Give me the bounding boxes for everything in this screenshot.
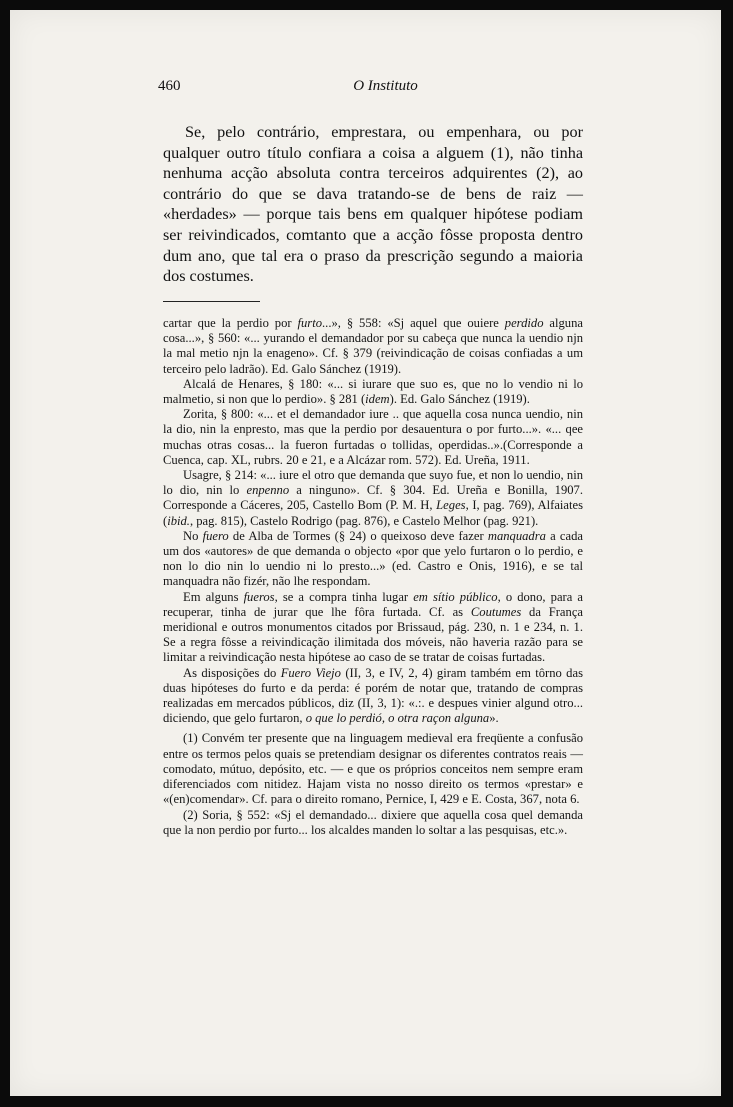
text-run: , I, pag. 769), Alfaiates (	[163, 498, 583, 528]
text-run: , se a compra tinha lugar	[274, 589, 414, 604]
text-run: No	[183, 528, 203, 543]
text-run: ».	[489, 711, 499, 726]
italic-run: enpenno	[246, 483, 290, 498]
footnote-rule	[163, 301, 260, 302]
main-paragraph: Se, pelo contrário, emprestara, ou empenhara, ou por qualquer outro título confiara a coisa a alguem (1), não tinha nenhuma acção absoluta contra terceiros adquirentes (2), ao contrário do que se dava tratando-se de bens de raiz — «herdades» — porque tais bens em qualquer hipótese podiam ser reivindicados, comtanto que a acção fôsse proposta dentro dum ano, que tal era o praso da prescrição segundo a maioria dos costumes.	[163, 123, 583, 286]
italic-run: perdido	[504, 316, 544, 330]
page-header	[10, 78, 721, 102]
italic-run: manquadra	[487, 528, 546, 543]
text-run: (II, 3, e IV, 2, 4) giram também em tôrno das duas hipóteses do furto e da perda: é porém de notar que, tratando de compras realizadas em mercados públicos, diz (II, 3, 1): «.:. e despues vinier algund otro... diciendo, que gelo furtaron,	[163, 665, 583, 726]
text-run: ). Ed. Galo Sánchez (1919).	[389, 392, 530, 407]
italic-run: idem	[365, 392, 390, 407]
footnote-1: (1) Convém ter presente que na linguagem medieval era freqüente a confusão entre os termos pelos quais se pretendiam designar os diferentes contratos reais — comodato, mútuo, depósito, etc. — e que os próprios conceitos nem sempre eram diferenciados com nitidez. Hajam vista no nosso direito os termos «prestar» e «(en)comendar». Cf. para o direito romano, Pernice, I, 429 e E. Costa, 367, nota 6.	[163, 731, 583, 807]
main-text	[163, 122, 583, 287]
italic-run: Leges	[436, 498, 466, 513]
note-usagre	[163, 468, 583, 529]
italic-run: Fuero Viejo	[280, 665, 341, 680]
text-run: , pag. 815), Castelo Rodrigo (pag. 876), e Castelo Melhor (pag. 921).	[189, 513, 539, 528]
note-fueros-mercados	[163, 590, 583, 666]
note-continuation-soria	[163, 316, 583, 377]
italic-run: o que lo perdió, o otra raçon alguna	[305, 711, 490, 726]
running-title: O Instituto	[353, 78, 418, 94]
page-number: 460	[158, 78, 181, 94]
note-fuero-viejo	[163, 666, 583, 727]
italic-run: furto	[297, 316, 323, 330]
italic-run: fuero	[202, 528, 229, 543]
scanned-page	[10, 10, 721, 1096]
text-run: ...», § 558: «Sj aquel que ouiere	[322, 316, 505, 330]
italic-run: fueros	[243, 589, 275, 604]
text-run: de Alba de Tormes (§ 24) o queixoso deve fazer	[228, 528, 488, 543]
note-alba-de-tormes	[163, 529, 583, 590]
text-run: Usagre, § 214: «... iure el otro que demanda que suyo fue, et non lo uendio, nin lo dio, nin lo	[163, 468, 583, 498]
note-alcala	[163, 377, 583, 407]
text-run: a cada um dos «autores» de que demanda o objecto «por que yelo furtaron o lo perdio, e non lo dio nin lo uendio ni lo presto...» (ed. Castro e Onis, 1916), e se tal manquadra não fizér, não lhe respondam.	[163, 528, 583, 589]
text-run: alguna cosa...», § 560: «... yurando el demandador por su cabeça que nunca la uendio njn la mal metio njn la enageno». Cf. § 379 (reivindicação de coisas confiadas a um terceiro pelo ladrão). Ed. Galo Sánchez (1919).	[163, 316, 583, 376]
text-run: cartar que la perdio por	[163, 316, 298, 330]
text-run: As disposições do	[183, 665, 281, 680]
italic-run: em sítio público	[413, 589, 498, 604]
text-run: da França meridional e outros monumentos citados por Brissaud, pág. 230, n. 1 e 234, n. 1. Se a regra fôsse a reivindicação ilimitada dos móveis, não haveria razão para se limitar a reivindicação nesta hipótese ao caso de se tratar de coisas furtadas.	[163, 604, 583, 665]
footnotes	[163, 316, 583, 838]
italic-run: ibid.	[167, 513, 190, 528]
footnote-2: (2) Soria, § 552: «Sj el demandado... dixiere que aquella cosa quel demanda que la non perdio por furto... los alcaldes manden lo soltar a las pesquisas, etc.».	[163, 807, 583, 837]
text-run: Em alguns	[183, 589, 244, 604]
note-zorita: Zorita, § 800: «... et el demandador iure .. que aquella cosa nunca uendio, nin la dio, nin la enpresto, mas que la perdio por desauentura o por furto...». «... qee muchas otras cosas... la fueron furtadas o tollidas, operdidas..».(Corresponde a Cuenca, cap. XL, rubrs. 20 e 21, e a Alcázar rom. 572). Ed. Ureña, 1911.	[163, 407, 583, 467]
italic-run: Coutumes	[470, 604, 522, 619]
text-run: , o dono, para a recuperar, tinha de jurar que lhe fôra furtada. Cf. as	[163, 589, 583, 619]
text-run: Alcalá de Henares, § 180: «... si iurare que suo es, que no lo vendio ni lo malmetio, si non que lo perdio». § 281 (	[163, 376, 583, 407]
text-run: a ninguno». Cf. § 304. Ed. Ureña e Bonilla, 1907. Corresponde a Cáceres, 205, Castello Bom (P. M. H,	[163, 483, 583, 513]
